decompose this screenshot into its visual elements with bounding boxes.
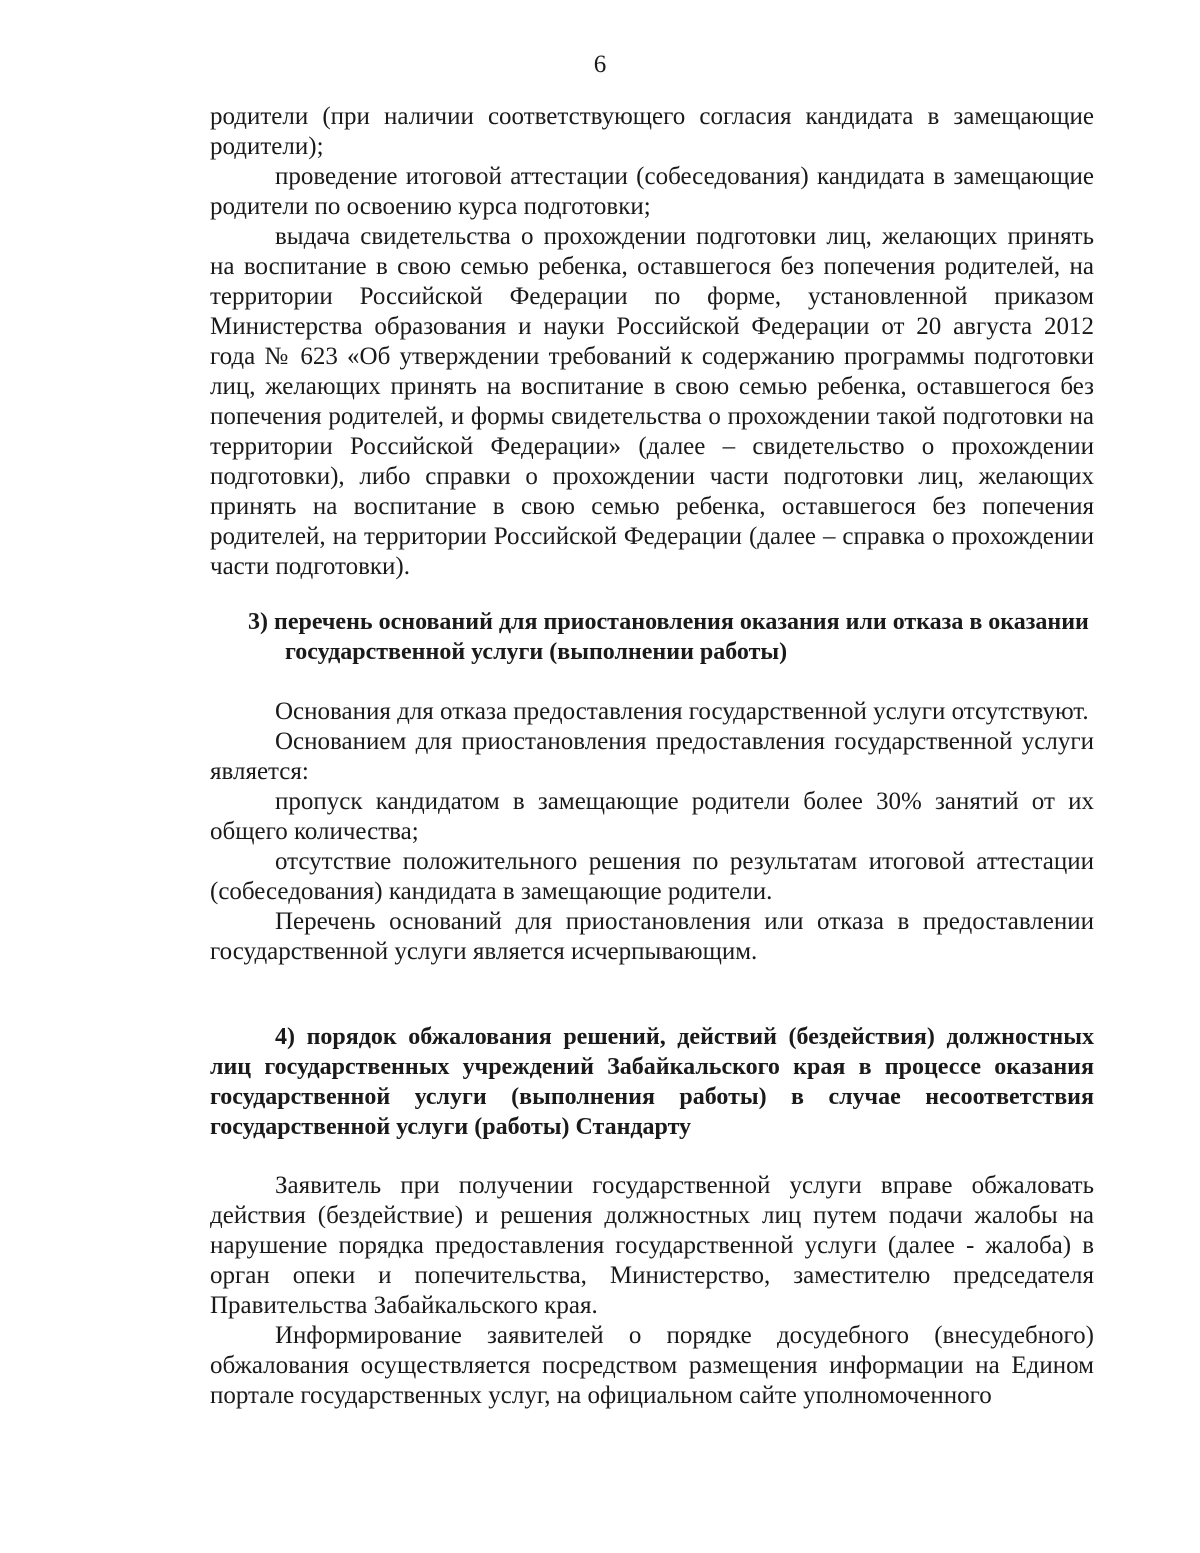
section-3-body [210,697,1094,967]
continuation-block [210,102,1094,582]
section-4-heading-block [210,1022,1094,1142]
paragraph: Информирование заявителей о порядке досудебного (внесудебного) обжалования осуществляется посредством размещения информации на Едином портале государственных услуг, на официальном сайте уполномоченного [210,1322,1094,1409]
paragraph: проведение итоговой аттестации (собеседования) кандидата в замещающие родители по освоению курса подготовки; [210,163,1094,220]
paragraph: родители (при наличии соответствующего согласия кандидата в замещающие родители); [210,103,1094,160]
page-number: 6 [593,51,607,78]
section-4-heading: 4) порядок обжалования решений, действий (бездействия) должностных лиц государственных учреждений Забайкальского края в процессе оказания государственной услуги (выполнения работы) в случае несоответствия государственной услуги (работы) Стандарту [210,1024,1094,1140]
paragraph: Основанием для приостановления предоставления государственной услуги является: [210,728,1094,785]
paragraph: отсутствие положительного решения по результатам итоговой аттестации (собеседования) кандидата в замещающие родители. [210,848,1094,905]
paragraph: Основания для отказа предоставления государственной услуги отсутствуют. [275,698,1089,725]
paragraph: пропуск кандидатом в замещающие родители более 30% занятий от их общего количества; [210,788,1094,845]
paragraph: Перечень оснований для приостановления или отказа в предоставлении государственной услуги является исчерпывающим. [210,908,1094,965]
paragraph: Заявитель при получении государственной услуги вправе обжаловать действия (бездействие) и решения должностных лиц путем подачи жалобы на нарушение порядка предоставления государственной услуги (далее - жалоба) в орган опеки и попечительства, Министерство, заместителю председателя Правительства Забайкальского края. [210,1172,1094,1319]
paragraph: выдача свидетельства о прохождении подготовки лиц, желающих принять на воспитание в свою семью ребенка, оставшегося без попечения родителей, на территории Российской Федерации по форме, установленной приказом Министерства образования и науки Российской Федерации от 20 августа 2012 года № 623 «Об утверждении требований к содержанию программы подготовки лиц, желающих принять на воспитание в свою семью ребенка, оставшегося без попечения родителей, и формы свидетельства о прохождении такой подготовки на территории Российской Федерации» (далее – свидетельство о прохождении подготовки), либо справки о прохождении части подготовки лиц, желающих принять на воспитание в свою семью ребенка, оставшегося без попечения родителей, на территории Российской Федерации (далее – справка о прохождении части подготовки). [210,223,1094,580]
section-3-heading: 3) перечень оснований для приостановления оказания или отказа в оказании государственной услуги (выполнении работы) [248,609,1089,665]
section-4-body [210,1171,1094,1411]
